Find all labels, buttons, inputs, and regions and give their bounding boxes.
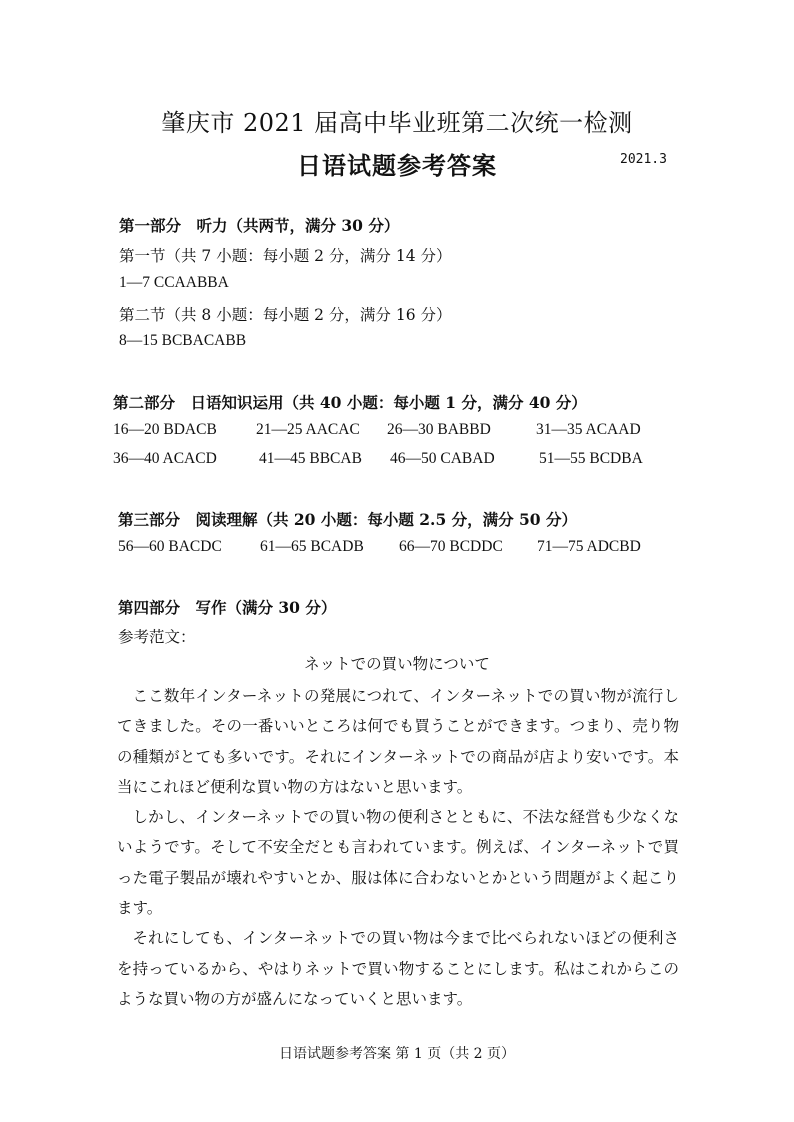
sample-essay-label: 参考范文： <box>118 628 196 646</box>
part1-section2-label: 第二节（共 8 小题：每小题 2 分，满分 16 分） <box>119 306 452 324</box>
part2-answer-group: 51—55 BCDBA <box>539 450 643 467</box>
essay-paragraph: ここ数年インターネットの発展につれて、インターネットでの買い物が流行してきました。その一番いいところは何でも買うことができます。つまり、売り物の種類がとても多いです。それにインターネットでの商品が店より安いです。本当にこれほど便利な買い物の方はないと思います。 <box>117 687 679 796</box>
document-subtitle: 日语试题参考答案 <box>297 152 497 180</box>
part4-heading: 第四部分 写作（满分 30 分） <box>118 598 337 617</box>
part3-heading: 第三部分 阅读理解（共 20 小题：每小题 2.5 分，满分 50 分） <box>118 510 577 529</box>
essay-title: ネットでの買い物について <box>304 655 490 673</box>
part2-answer-group: 46—50 CABAD <box>390 450 495 467</box>
part2-answer-group: 41—45 BBCAB <box>259 450 362 467</box>
part3-answer-group: 61—65 BCADB <box>260 538 364 555</box>
part2-answer-group: 31—35 ACAAD <box>536 421 641 438</box>
document-title: 肇庆市 2021 届高中毕业班第二次统一检测 <box>161 109 633 137</box>
document-date: 2021.3 <box>620 152 667 167</box>
part3-answer-group: 71—75 ADCBD <box>537 538 641 555</box>
part2-answer-group: 26—30 BABBD <box>387 421 491 438</box>
part2-answer-group: 21—25 AACAC <box>256 421 360 438</box>
essay-paragraph: しかし、インターネットでの買い物の便利さとともに、不法な経営も少なくないようです。そして不安全だとも言われています。例えば、インターネットで買った電子製品が壊れやすいとか、服は体に合わないとかという問題がよく起こります。 <box>117 808 679 918</box>
part3-answer-group: 66—70 BCDDC <box>399 538 503 555</box>
essay-body <box>117 681 679 1014</box>
part3-answer-group: 56—60 BACDC <box>118 538 222 555</box>
part2-answer-group: 36—40 ACACD <box>113 450 217 467</box>
part1-section1-answers: 1—7 CCAABBA <box>119 274 229 291</box>
part2-answer-group: 16—20 BDACB <box>113 421 217 438</box>
part2-heading: 第二部分 日语知识运用（共 40 小题：每小题 1 分，满分 40 分） <box>113 393 587 412</box>
part1-section1-label: 第一节（共 7 小题：每小题 2 分，满分 14 分） <box>119 247 452 265</box>
essay-paragraph: それにしても、インターネットでの買い物は今まで比べられないほどの便利さを持っているから、やはりネットで買い物することにします。私はこれからこのような買い物の方が盛んになっていくと思います。 <box>117 929 679 1008</box>
part1-heading: 第一部分 听力（共两节，满分 30 分） <box>119 216 400 235</box>
part1-section2-answers: 8—15 BCBACABB <box>119 332 247 349</box>
page-footer: 日语试题参考答案 第 1 页（共 2 页） <box>278 1046 516 1062</box>
